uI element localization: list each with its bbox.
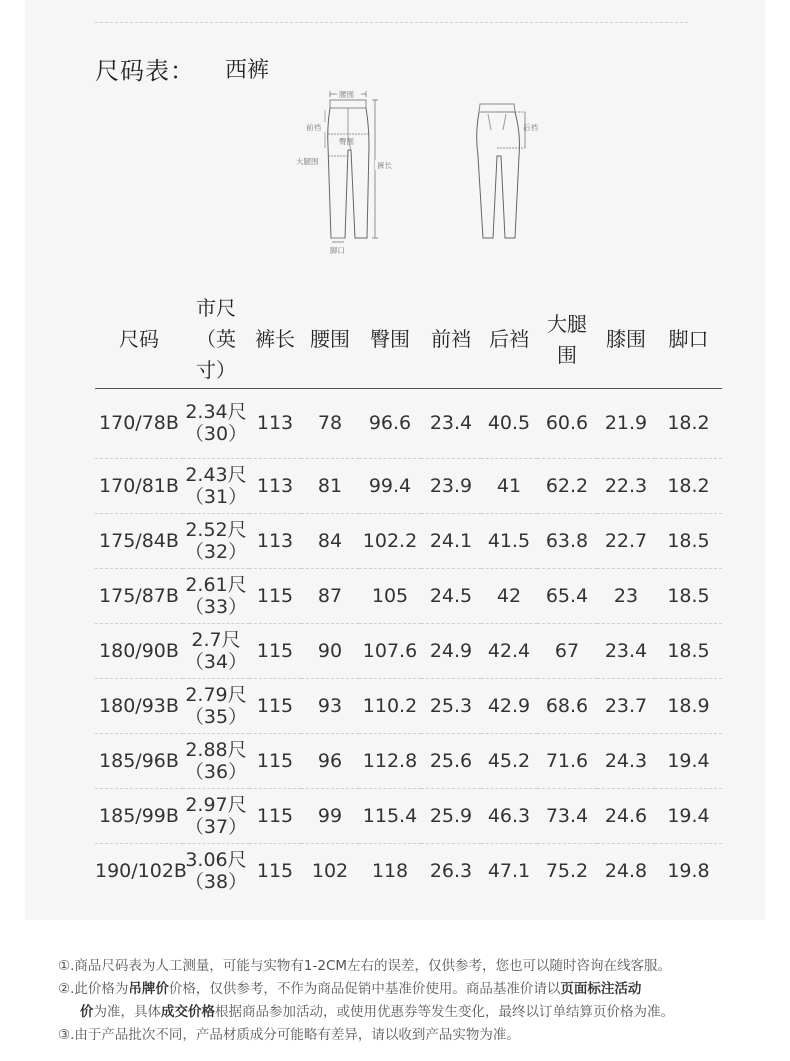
table-cell: 2.88尺 （36） <box>183 733 249 788</box>
table-cell: 170/78B <box>95 388 183 458</box>
divider <box>95 22 688 23</box>
size-table <box>95 292 722 898</box>
label-back-rise: 后裆 <box>523 123 538 132</box>
title-label: 尺码表： <box>95 56 195 85</box>
label-length: 裤长 <box>377 161 392 170</box>
col-waist: 腰围 <box>301 292 359 388</box>
note-batch: ③.由于产品批次不同，产品材质成分可能略有差异，请以收到产品实物为准。 <box>58 1027 520 1043</box>
table-cell: 115 <box>249 568 301 623</box>
table-cell: 19.4 <box>655 733 722 788</box>
table-cell: 180/93B <box>95 678 183 733</box>
label-waist: 腰围 <box>339 90 354 99</box>
table-cell: 18.9 <box>655 678 722 733</box>
table-cell: 112.8 <box>359 733 421 788</box>
table-row <box>95 568 722 623</box>
table-cell: 47.1 <box>487 859 531 882</box>
table-row <box>95 788 722 843</box>
table-cell: 24.3 <box>597 733 655 788</box>
table-cell: 40.5 <box>481 388 537 458</box>
note-price-cont: 价为准，具体成交价格根据商品参加活动，或使用优惠券等发生变化，最终以订单结算页价格为准。 <box>80 1004 674 1020</box>
table-cell: 2.61尺 （33） <box>183 568 249 623</box>
table-cell: 93 <box>301 678 359 733</box>
table-cell: 22.7 <box>597 513 655 568</box>
table-cell: 113 <box>249 458 301 513</box>
table-cell: 115.4 <box>359 788 421 843</box>
table-cell: 24.1 <box>421 513 481 568</box>
table-cell: 19.4 <box>655 788 722 843</box>
back-dimension-lines <box>497 112 525 148</box>
col-front-rise: 前裆 <box>421 292 481 388</box>
table-cell: 25.3 <box>421 678 481 733</box>
col-back-rise: 后裆 <box>481 292 537 388</box>
table-cell: 24.9 <box>421 623 481 678</box>
table-row <box>95 733 722 788</box>
table-cell: 115 <box>256 859 294 882</box>
col-length: 裤长 <box>249 292 301 388</box>
table-cell: 113 <box>249 388 301 458</box>
back-trousers-drawing <box>477 104 520 238</box>
col-knee: 膝围 <box>597 292 655 388</box>
size-notes <box>58 955 758 1047</box>
table-cell: 18.2 <box>655 458 722 513</box>
table-row <box>95 843 722 898</box>
table-cell: 60.6 <box>537 388 597 458</box>
table-cell: 46.3 <box>481 788 537 843</box>
table-cell: 42 <box>481 568 537 623</box>
table-cell: 23.4 <box>597 623 655 678</box>
table-cell: 23.4 <box>421 388 481 458</box>
table-cell: 96 <box>301 733 359 788</box>
table-cell: 113 <box>249 513 301 568</box>
table-cell: 81 <box>301 458 359 513</box>
table-cell: 18.2 <box>655 388 722 458</box>
table-row <box>95 513 722 568</box>
table-cell: 73.4 <box>537 788 597 843</box>
table-cell: 26.3 <box>429 859 473 882</box>
col-thigh: 大腿 围 <box>537 292 597 388</box>
table-cell: 190/102B <box>95 859 187 882</box>
table-cell: 71.6 <box>537 733 597 788</box>
trousers-measurement-diagram <box>295 86 555 262</box>
table-header-row <box>95 292 722 388</box>
table-cell: 45.2 <box>481 733 537 788</box>
table-cell: 175/84B <box>95 513 183 568</box>
table-cell: 115 <box>249 788 301 843</box>
table-cell: 23.7 <box>597 678 655 733</box>
table-cell: 24.6 <box>597 788 655 843</box>
table-cell: 23 <box>597 568 655 623</box>
col-leg-opening: 脚口 <box>655 292 722 388</box>
table-cell: 18.5 <box>655 568 722 623</box>
back-labels <box>523 122 538 132</box>
product-type: 西裤 <box>225 57 270 83</box>
table-row <box>95 388 722 458</box>
label-leg-opening: 脚口 <box>330 246 345 255</box>
table-cell: 170/81B <box>95 458 183 513</box>
table-cell: 42.9 <box>481 678 537 733</box>
table-cell: 18.5 <box>655 513 722 568</box>
table-cell: 19.8 <box>667 859 710 882</box>
table-row <box>95 678 722 733</box>
table-cell: 102 <box>311 859 349 882</box>
table-cell: 3.06尺 （38） <box>184 848 248 893</box>
table-cell: 118 <box>371 859 409 882</box>
table-cell: 87 <box>301 568 359 623</box>
col-hip: 臀围 <box>359 292 421 388</box>
table-cell: 110.2 <box>359 678 421 733</box>
table-cell: 90 <box>301 623 359 678</box>
table-cell: 2.34尺 （30） <box>183 388 249 458</box>
table-cell: 62.2 <box>537 458 597 513</box>
size-chart-title <box>95 50 269 86</box>
front-labels <box>296 89 397 255</box>
table-row <box>95 623 722 678</box>
table-cell: 175/87B <box>95 568 183 623</box>
table-cell: 107.6 <box>359 623 421 678</box>
table-cell: 99 <box>301 788 359 843</box>
table-cell: 67 <box>537 623 597 678</box>
col-waist-chi: 市尺 （英 寸） <box>183 292 249 388</box>
table-cell: 21.9 <box>597 388 655 458</box>
table-cell: 63.8 <box>537 513 597 568</box>
table-cell: 18.5 <box>655 623 722 678</box>
table-cell: 68.6 <box>537 678 597 733</box>
table-cell: 84 <box>301 513 359 568</box>
table-cell: 2.97尺 （37） <box>183 788 249 843</box>
label-hip: 臀围 <box>339 137 354 146</box>
table-cell: 41 <box>481 458 537 513</box>
table-cell: 115 <box>249 678 301 733</box>
table-cell: 115 <box>249 623 301 678</box>
table-cell: 24.5 <box>421 568 481 623</box>
table-cell: 25.9 <box>421 788 481 843</box>
table-cell: 115 <box>249 733 301 788</box>
table-cell: 75.2 <box>545 859 589 882</box>
table-cell: 41.5 <box>481 513 537 568</box>
table-cell: 180/90B <box>95 623 183 678</box>
table-cell: 78 <box>301 388 359 458</box>
table-cell: 22.3 <box>597 458 655 513</box>
table-cell: 65.4 <box>537 568 597 623</box>
note-measurement: ①.商品尺码表为人工测量，可能与实物有1-2CM左右的误差，仅供参考，您也可以随时咨询在线客服。 <box>58 958 672 974</box>
table-cell: 2.52尺 （32） <box>183 513 249 568</box>
label-thigh: 大腿围 <box>296 157 319 166</box>
table-cell: 23.9 <box>421 458 481 513</box>
table-cell: 2.7尺 （34） <box>183 623 249 678</box>
table-cell: 24.8 <box>604 859 648 882</box>
table-cell: 42.4 <box>481 623 537 678</box>
table-cell: 96.6 <box>359 388 421 458</box>
table-cell: 102.2 <box>359 513 421 568</box>
front-trousers-drawing <box>328 100 369 238</box>
table-cell: 105 <box>359 568 421 623</box>
note-price: ②.此价格为吊牌价价格，仅供参考，不作为商品促销中基准价使用。商品基准价请以页面标注活动 <box>58 981 642 997</box>
table-cell: 2.43尺 （31） <box>183 458 249 513</box>
label-front-rise: 前裆 <box>306 123 321 132</box>
table-cell: 2.79尺 （35） <box>183 678 249 733</box>
table-cell: 185/99B <box>95 788 183 843</box>
table-cell: 99.4 <box>359 458 421 513</box>
table-row <box>95 458 722 513</box>
table-cell: 185/96B <box>95 733 183 788</box>
col-size: 尺码 <box>95 292 183 388</box>
table-cell: 25.6 <box>421 733 481 788</box>
